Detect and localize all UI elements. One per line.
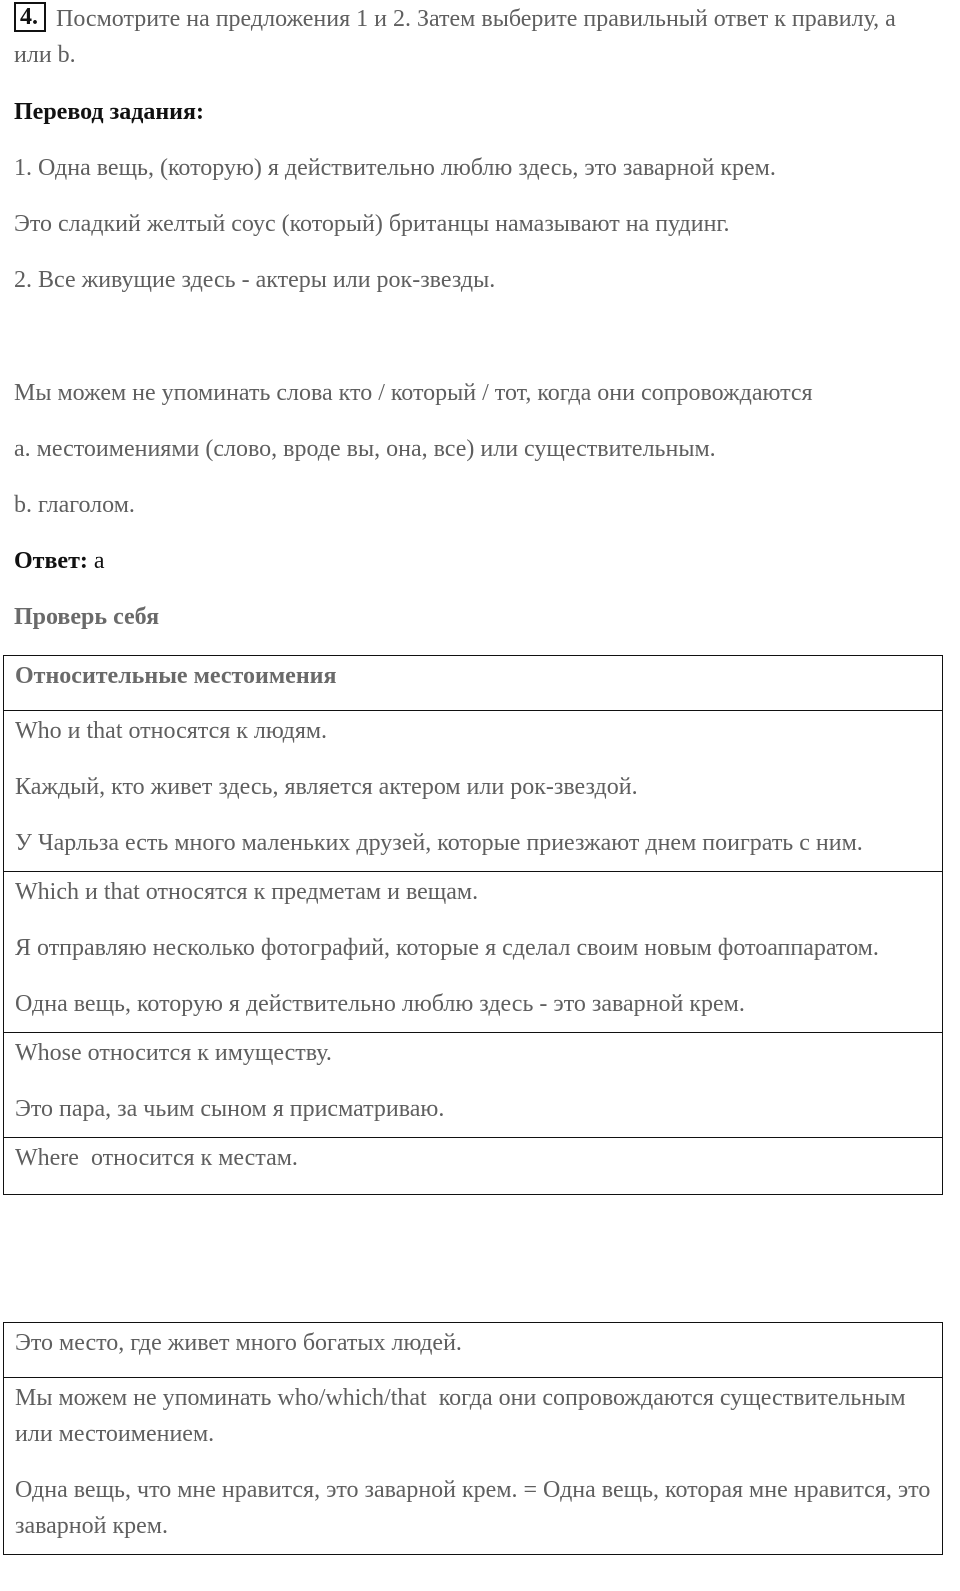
table-row (4, 1138, 943, 1195)
table-line: Каждый, кто живет здесь, является актером или рок-звездой. (15, 774, 638, 800)
table-line: Where относится к местам. (15, 1145, 298, 1171)
table-row (4, 1323, 943, 1378)
table-line: Whose относится к имуществу. (15, 1040, 332, 1066)
table-line: Одна вещь, что мне нравится, это заварной крем. = Одна вещь, которая мне нравится, это заварной крем. (15, 1477, 931, 1539)
translation-heading: Перевод задания: (14, 99, 204, 125)
table-header: Относительные местоимения (15, 663, 337, 689)
table-header-row (4, 656, 943, 711)
answer-label: Ответ: (14, 548, 88, 574)
table-line: Это пара, за чьим сыном я присматриваю. (15, 1096, 445, 1122)
task-instruction (14, 1, 914, 73)
option-a: a. местоимениями (слово, вроде вы, она, все) или существительным. (14, 436, 716, 462)
table-line: Я отправляю несколько фотографий, которые я сделал своим новым фотоаппаратом. (15, 935, 879, 961)
table-line: У Чарльза есть много маленьких друзей, которые приезжают днем поиграть с ним. (15, 830, 863, 856)
task-number-badge: 4. (14, 2, 46, 32)
translation-line-3: 2. Все живущие здесь - актеры или рок-звезды. (14, 267, 496, 293)
check-heading: Проверь себя (14, 604, 160, 630)
table-row (4, 1033, 943, 1138)
answer-line (14, 543, 105, 579)
relative-pronouns-table (3, 655, 943, 1195)
table-line: Одна вещь, которую я действительно люблю здесь - это заварной крем. (15, 991, 745, 1017)
table-line: Это место, где живет много богатых людей. (15, 1330, 462, 1356)
table-row (4, 1378, 943, 1555)
option-b: b. глаголом. (14, 492, 135, 518)
rule-text: Мы можем не упоминать слова кто / который / тот, когда они сопровождаются (14, 380, 813, 406)
table-line: Who и that относятся к людям. (15, 718, 328, 744)
table-line: Which и that относятся к предметам и вещам. (15, 879, 479, 905)
translation-line-2: Это сладкий желтый соус (который) британцы намазывают на пудинг. (14, 211, 730, 237)
continuation-table (3, 1322, 943, 1555)
task-instruction-text: Посмотрите на предложения 1 и 2. Затем выберите правильный ответ к правилу, a или b. (14, 6, 896, 68)
translation-line-1: 1. Одна вещь, (которую) я действительно люблю здесь, это заварной крем. (14, 155, 776, 181)
table-line: Мы можем не упоминать who/which/that когда они сопровождаются существительным или местоимением. (15, 1385, 912, 1447)
table-row (4, 872, 943, 1033)
table-row (4, 711, 943, 872)
answer-value: a (93, 548, 105, 574)
